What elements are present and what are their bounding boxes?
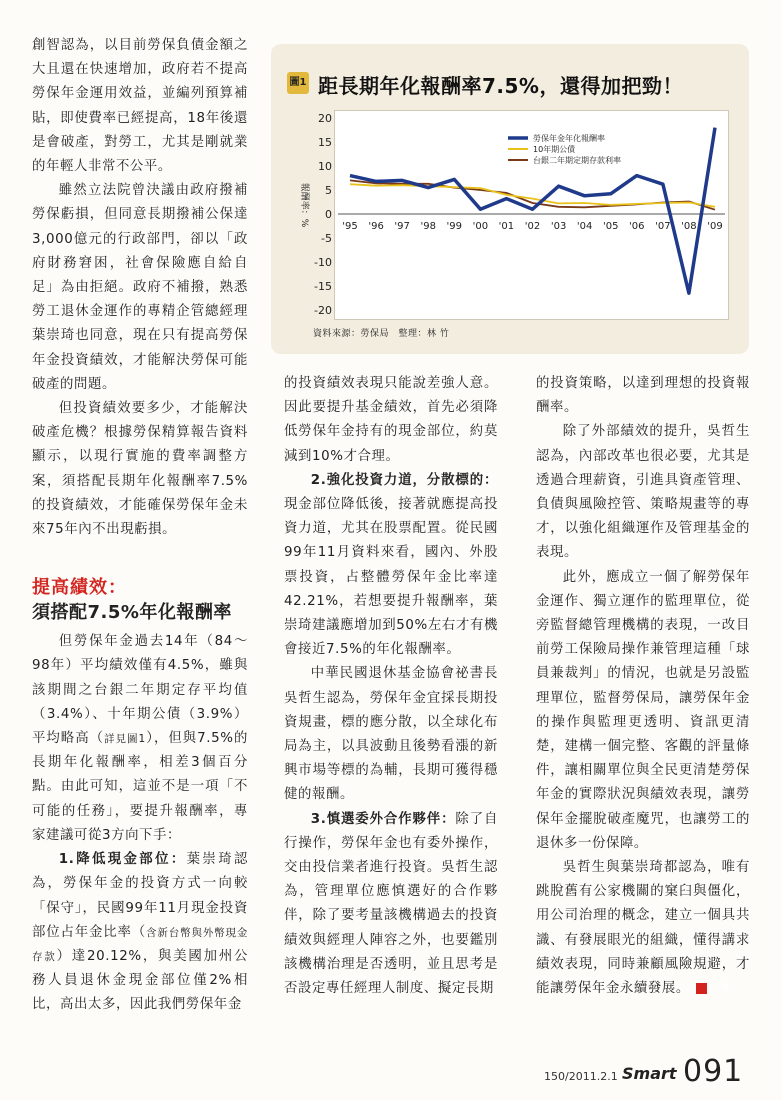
paragraph-text: ），但與7.5%的長期年化報酬率，相差3個百分點。由此可知，這並不是一項「不可能的任務」，要提升報酬率，專家建議可從3方向下手： bbox=[32, 731, 248, 843]
figure-source: 資料來源：勞保局 整理：林 竹 bbox=[313, 329, 450, 339]
paragraph: 除了外部績效的提升，吳哲生認為，內部改革也很必要，尤其是透過合理薪資，引進具資產管理、負債與風險控管、策略規畫等的專才，以強化組織運作及管理基金的表現。 bbox=[536, 424, 750, 561]
x-tick-label: '06 bbox=[629, 221, 645, 232]
x-tick-label: '96 bbox=[368, 221, 384, 232]
article-column-2 bbox=[284, 372, 498, 1001]
x-tick-label: '05 bbox=[602, 221, 619, 232]
paragraph bbox=[32, 630, 248, 848]
figure-reference: 詳見圖1 bbox=[104, 733, 146, 746]
x-tick-label: '00 bbox=[472, 221, 489, 232]
subheading: 3.慎選委外合作夥伴： bbox=[310, 811, 456, 827]
y-tick-label: -15 bbox=[314, 280, 332, 293]
paragraph bbox=[536, 856, 750, 1001]
paragraph: 的投資績效表現只能說差強人意。因此要提升基金績效，首先必須降低勞保年金持有的現金部位，約莫減到10%才合理。 bbox=[284, 376, 498, 464]
x-tick-label: '98 bbox=[420, 221, 436, 232]
y-tick-label: -10 bbox=[314, 256, 332, 269]
x-tick-label: '07 bbox=[655, 221, 671, 232]
x-tick-label: '01 bbox=[498, 221, 515, 232]
y-tick-label: 0 bbox=[325, 208, 332, 221]
note-text: 含新台幣與外幣現金存款 bbox=[32, 926, 248, 963]
paragraph bbox=[284, 808, 498, 1002]
y-tick-label: -20 bbox=[314, 304, 332, 317]
article-column-3 bbox=[536, 372, 750, 1001]
magazine-logo: Smart bbox=[622, 1064, 677, 1083]
paragraph: 創智認為，以目前勞保負債金額之大且還在快速增加，政府若不提高勞保年金運用效益，並編列預算補貼，即使費率已經提高，18年後還是會破產，對勞工，尤其是剛就業的年輕人非常不公平。 bbox=[32, 38, 248, 175]
x-tick-label: '99 bbox=[446, 221, 463, 232]
paragraph-text: 吳哲生與葉崇琦都認為，唯有跳脫舊有公家機關的窠臼與僵化，用公司治理的概念，建立一個具共識、有發展眼光的組織，懂得講求績效表現，同時兼顧風險規避，才能讓勞保年金永續發展。 bbox=[536, 860, 750, 997]
x-tick-label: '09 bbox=[707, 221, 723, 232]
legend-label: 10年期公債 bbox=[533, 145, 576, 154]
y-tick-label: 5 bbox=[325, 184, 332, 197]
y-tick-label: 10 bbox=[318, 160, 332, 173]
issue-info: 150/2011.2.1 bbox=[544, 1070, 618, 1083]
line-chart bbox=[290, 105, 740, 325]
legend-label: 台銀二年期定期存款利率 bbox=[533, 156, 621, 165]
figure-title: 距長期年化報酬率7.5%，還得加把勁！ bbox=[318, 74, 683, 98]
x-tick-label: '97 bbox=[394, 221, 410, 232]
x-tick-label: '04 bbox=[576, 221, 593, 232]
subheading: 1.降低現金部位： bbox=[58, 852, 187, 868]
paragraph-text: ）達20.12%，與美國加州公務人員退休金現金部位僅2%相比，高出太多，因此我們勞保年金 bbox=[32, 948, 248, 1013]
paragraph bbox=[32, 848, 248, 1017]
y-axis-label: 報酬率：% bbox=[299, 182, 309, 228]
y-tick-label: 20 bbox=[318, 112, 332, 125]
end-mark-icon: S bbox=[696, 983, 707, 994]
figure-label: 圖1 bbox=[287, 72, 309, 94]
paragraph: 中華民國退休基金協會祕書長吳哲生認為，勞保年金宜採長期投資規畫，標的應分散，以全球化布局為主，以具波動且後勢看漲的新興市場等標的為輔，長期可獲得穩健的報酬。 bbox=[284, 666, 498, 803]
x-tick-label: '08 bbox=[681, 221, 697, 232]
paragraph-text: 除了自行操作，勞保年金也有委外操作，交由投信業者進行投資。吳哲生認為，管理單位應慎選好的合作夥伴，除了要考量該機構過去的投資績效與經理人陣容之外，也要鑑別該機構治理是否透明，並且思考是否設定專任經理人制度、擬定長期 bbox=[284, 811, 498, 997]
x-tick-label: '95 bbox=[342, 221, 358, 232]
subheading: 2.強化投資力道，分散標的： bbox=[310, 472, 498, 488]
paragraph bbox=[284, 469, 498, 663]
section-subtitle: 須搭配7.5%年化報酬率 bbox=[32, 602, 232, 624]
paragraph: 的投資策略，以達到理想的投資報酬率。 bbox=[536, 376, 750, 416]
page-number: 091 bbox=[683, 1054, 744, 1089]
paragraph: 雖然立法院曾決議由政府撥補勞保虧損，但同意長期撥補公保達3,000億元的行政部門，卻以「政府財務窘困，社會保險應自給自足」為由拒絕。政府不補撥，熟悉勞工退休金運作的專精企管總經理葉崇琦也同意，現在只有提高勞保年金投資績效，才能解決勞保可能破產的問題。 bbox=[32, 183, 248, 392]
section-title: 提高績效： bbox=[32, 577, 127, 599]
paragraph: 此外，應成立一個了解勞保年金運作、獨立運作的監理單位，從旁監督總管理機構的表現，一改目前勞工保險局操作兼管理這種「球員兼裁判」的情況，也就是另設監理單位，監督勞保局，讓勞保年金的操作與監理更透明、資訊更清楚，建構一個完整、客觀的評量條件，讓相關單位與全民更清楚勞保年金的實際狀況與績效表現，讓勞保年金擺脫破產魔咒，也讓勞工的退休多一份保障。 bbox=[536, 569, 750, 851]
paragraph-text: 現金部位降低後，接著就應提高投資力道，尤其在股票配置。從民國99年11月資料來看，國內、外股票投資，占整體勞保年金比率達42.21%，若想要提升報酬率，葉崇琦建議應增加到50%左右才有機會接近7.5%的年化報酬率。 bbox=[284, 497, 498, 658]
paragraph-text: 葉崇琦認為，勞保年金的投資方式一向較「保守」，民國99年11月現金投資部位占年金比率（ bbox=[32, 852, 248, 940]
y-tick-label: -5 bbox=[321, 232, 332, 245]
article-column-1 bbox=[32, 34, 248, 1018]
y-tick-label: 15 bbox=[318, 136, 332, 149]
paragraph: 但投資績效要多少，才能解決破產危機？根據勞保精算報告資料顯示，以現行實施的費率調整方案，須搭配長期年化報酬率7.5%的投資績效，才能確保勞保年金未來75年內不出現虧損。 bbox=[32, 401, 248, 538]
paragraph-text: 但勞保年金過去14年（84～98年）平均績效僅有4.5%，雖與該期間之台銀二年期定存平均值（3.4%）、十年期公債（3.9%）平均略高（ bbox=[32, 634, 248, 747]
x-tick-label: '02 bbox=[524, 221, 541, 232]
x-tick-label: '03 bbox=[550, 221, 567, 232]
legend-label: 勞保年金年化報酬率 bbox=[533, 134, 605, 143]
